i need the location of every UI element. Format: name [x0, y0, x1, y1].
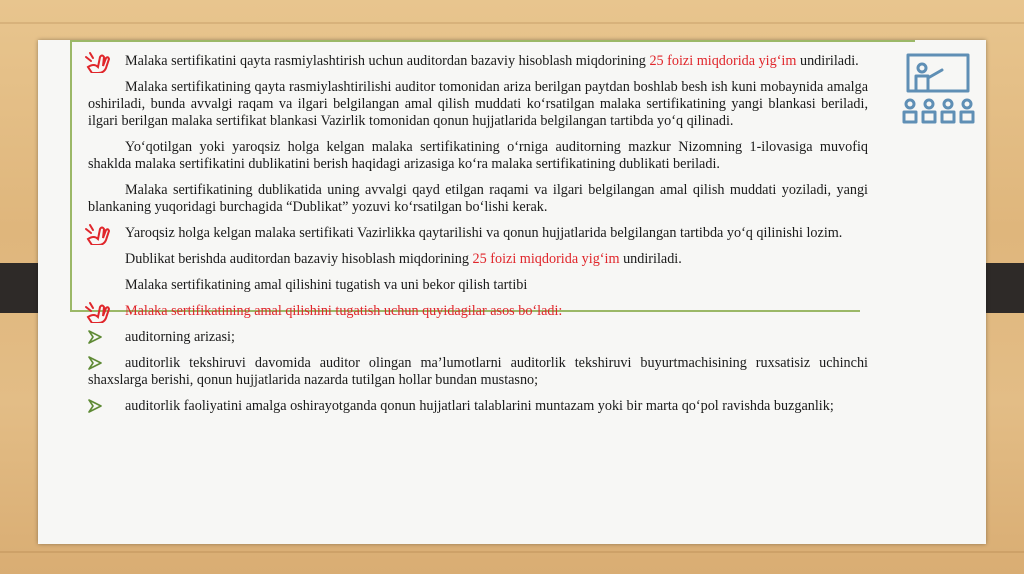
paragraph-11 — [88, 398, 868, 415]
paragraph-4 — [88, 182, 868, 216]
highlight-text: Malaka sertifikatining amal qilishini tugatish uchun quyidagilar asos bo‘ladi: — [125, 303, 563, 319]
hand-pointer-icon — [84, 301, 114, 323]
frame-line-top — [70, 40, 915, 42]
paragraph-1 — [88, 53, 868, 70]
paragraph-text: Yaroqsiz holga kelgan malaka sertifikati Vazirlikka qaytarilishi va qonun hujjatlarida belgilangan tartibda yo‘q qilinishi lozim. — [125, 225, 843, 241]
paragraph-text: auditorlik tekshiruvi davomida auditor olingan ma’lumotlarni auditorlik tekshiruvi buyurtmachisining ruxsatisiz uchinchi shaxslarga berishi, qonun hujjatlarida nazarda tutilgan hollar bundan mustasno; — [88, 355, 868, 388]
arrowhead-bullet-icon — [88, 356, 102, 370]
paragraph-9 — [88, 329, 868, 346]
paragraph-text: Yo‘qotilgan yoki yaroqsiz holga kelgan malaka sertifikatining o‘rniga auditorning mazkur Nizomning 1-ilovasiga muvofiq shaklda malaka sertifikatini dublikatini berish haqidagi arizasiga ko‘ra malaka sertifikatining dublikati beriladi. — [88, 139, 868, 172]
slide-content — [88, 53, 868, 424]
highlight-text: 25 foizi miqdorida yig‘im — [649, 53, 797, 69]
arrowhead-bullet-icon — [88, 399, 102, 413]
paragraph-text: Malaka sertifikatining amal qilishini tugatish va uni bekor qilish tartibi — [125, 277, 528, 293]
highlight-text: 25 foizi miqdorida yig‘im — [472, 251, 620, 267]
paragraph-text: undiriladi. — [796, 53, 859, 69]
paragraph-2 — [88, 79, 868, 130]
paragraph-text: Malaka sertifikatini qayta rasmiylashtirish uchun auditordan bazaviy hisoblash miqdorining — [125, 53, 650, 69]
paragraph-7 — [88, 277, 868, 294]
wood-grain — [0, 22, 1024, 24]
paragraph-10 — [88, 355, 868, 389]
hand-pointer-icon — [84, 223, 114, 245]
paragraph-text: auditorning arizasi; — [125, 329, 235, 345]
paragraph-text: Malaka sertifikatining dublikatida uning avvalgi qayd etilgan raqami va ilgari belgilangan amal qilish muddati yoziladi, yangi blankaning yuqoridagi burchagida “Dublikat” yozuvi ko‘rsatilgan bo‘lishi kerak. — [88, 182, 868, 215]
frame-line-left — [70, 40, 72, 310]
paragraph-6 — [88, 251, 868, 268]
paragraph-text: Malaka sertifikatining qayta rasmiylashtirilishi auditor tomonidan ariza berilgan paytdan boshlab besh ish kuni mobaynida amalga oshiriladi, bunda avvalgi raqam va ilgari belgilangan amal qilish muddati ko‘rsatilgan malaka sertifikatining yangi blankasi beriladi, ilgari berilgan malaka sertifikat blankasi Vazirlik tomonidan qonun hujjatlarida belgilangan tartibda yo‘q qilinadi. — [88, 79, 868, 129]
presentation-board-icon — [900, 52, 976, 124]
paragraph-3 — [88, 139, 868, 173]
paragraph-text: Dublikat berishda auditordan bazaviy hisoblash miqdorining — [125, 251, 473, 267]
hand-pointer-icon — [84, 51, 114, 73]
paragraph-text: auditorlik faoliyatini amalga oshirayotganda qonun hujjatlari talablarini muntazam yoki bir marta qo‘pol ravishda buzganlik; — [125, 398, 834, 414]
arrowhead-bullet-icon — [88, 330, 102, 344]
paragraph-text: undiriladi. — [619, 251, 682, 267]
wood-grain — [0, 551, 1024, 553]
paragraph-5 — [88, 225, 868, 242]
paragraph-8 — [88, 303, 868, 320]
dark-band-left — [0, 263, 38, 313]
